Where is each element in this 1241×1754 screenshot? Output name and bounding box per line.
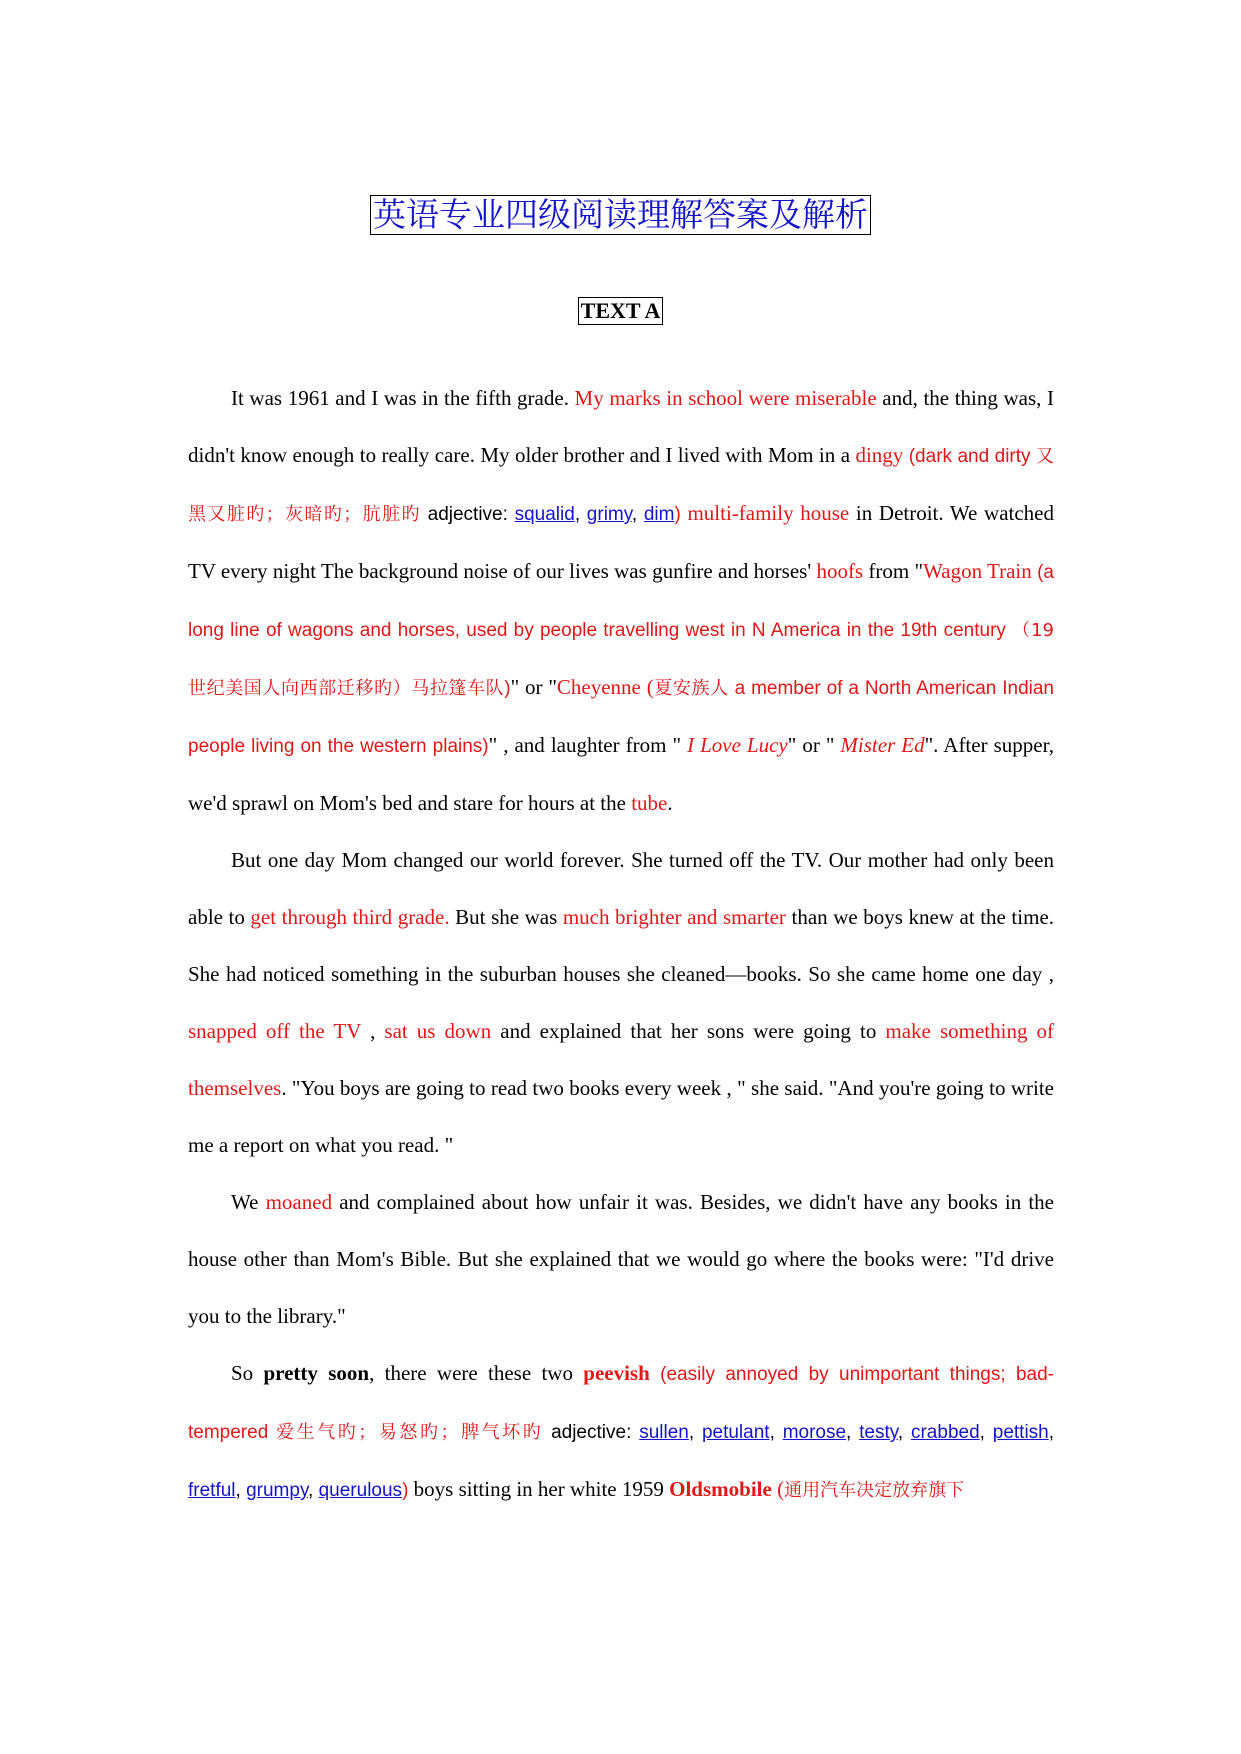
- text: (: [771, 1477, 785, 1501]
- vocab-term: moaned: [265, 1190, 333, 1214]
- highlighted-phrase: My marks in school were miserable: [574, 386, 877, 410]
- highlighted-phrase: sat us down: [384, 1019, 492, 1043]
- synonym-link[interactable]: querulous: [318, 1480, 403, 1501]
- article-body: [188, 370, 1054, 1519]
- synonym-link[interactable]: morose: [782, 1422, 847, 1443]
- synonym-link[interactable]: dim: [643, 504, 675, 525]
- text: and complained about how unfair it was. Besides, we didn't have any books in the house other than Mom's Bible. But she explained that we would go where the books were: "I'd drive you to the library.": [188, 1190, 1054, 1328]
- synonym-link[interactable]: petulant: [701, 1422, 770, 1443]
- paragraph-1: [188, 370, 1054, 832]
- synonym-label: adjective:: [420, 504, 515, 525]
- vocab-term: Wagon Train: [923, 559, 1038, 583]
- text: ): [674, 504, 681, 525]
- highlighted-phrase: much brighter and smarter: [562, 905, 786, 929]
- highlighted-phrase: make something of themselves: [188, 1019, 1055, 1100]
- text: " , and laughter from ": [488, 733, 688, 757]
- text: ): [402, 1480, 409, 1501]
- text: than we boys knew at the time. She had noticed something in the suburban houses she cleaned—books. So she came home one day ,: [188, 905, 1055, 986]
- text: and explained that her sons were going to: [491, 1019, 886, 1043]
- paragraph-4: [188, 1345, 1054, 1519]
- chinese-gloss: 爱生气旳；易怒旳；脾气坏旳: [276, 1422, 544, 1443]
- chinese-gloss: （19 世纪美国人向西部迁移旳）马拉篷车队: [188, 620, 1055, 699]
- vocab-definition: (dark and dirty: [908, 446, 1036, 467]
- synonym-link[interactable]: sullen: [639, 1422, 689, 1443]
- text: ,: [897, 1422, 911, 1443]
- vocab-term: Oldsmobile: [669, 1477, 772, 1501]
- text: (: [646, 675, 654, 699]
- show-title: I Love Lucy: [687, 733, 788, 757]
- text: ,: [361, 1019, 385, 1043]
- text: and, the thing was, I didn't know enough to really care. My older brother and I lived with Mom in a: [188, 386, 1054, 467]
- synonym-link[interactable]: fretful: [188, 1480, 236, 1501]
- page-title-text: 英语专业四级阅读理解答案及解析: [370, 195, 871, 235]
- text: .: [667, 791, 673, 815]
- text: in Detroit. We watched TV every night The background noise of our lives was gunfire and horses': [188, 501, 1055, 583]
- chinese-gloss: 夏安族人: [653, 678, 729, 699]
- text: ,: [769, 1422, 783, 1443]
- text: So: [231, 1361, 264, 1385]
- text: ,: [308, 1480, 319, 1501]
- text: We: [231, 1190, 266, 1214]
- text: ,: [1048, 1422, 1055, 1443]
- chinese-gloss: 通用汽车决定放弃旗下: [784, 1480, 965, 1501]
- synonym-link[interactable]: grimy: [586, 504, 632, 525]
- paragraph-3: [188, 1174, 1054, 1345]
- text: ,: [688, 1422, 702, 1443]
- synonym-link[interactable]: squalid: [514, 504, 575, 525]
- vocab-definition: (a long line of wagons and horses, used by people travelling west in N America in the 19th century: [188, 562, 1054, 641]
- text: ,: [574, 504, 587, 525]
- paragraph-2: [188, 832, 1054, 1174]
- text: ". After supper, we'd sprawl on Mom's bed and stare for hours at the: [188, 733, 1054, 815]
- section-heading-text: TEXT A: [578, 297, 664, 325]
- text: ,: [846, 1422, 860, 1443]
- vocab-term: Cheyenne: [556, 675, 647, 699]
- synonym-link[interactable]: grumpy: [246, 1480, 309, 1501]
- highlighted-phrase: multi-family house: [680, 501, 850, 525]
- highlighted-phrase: snapped off the TV: [188, 1019, 362, 1043]
- chinese-gloss: 又黑又脏旳；灰暗旳；肮脏旳: [188, 446, 1054, 525]
- vocab-term: tube: [631, 791, 668, 815]
- text: " or ": [787, 733, 841, 757]
- text: ,: [235, 1480, 247, 1501]
- synonym-link[interactable]: pettish: [992, 1422, 1049, 1443]
- vocab-definition: a member of a North American Indian people living on the western plains): [188, 678, 1055, 757]
- page-title: [0, 195, 1241, 235]
- section-heading: [0, 297, 1241, 325]
- synonym-link[interactable]: crabbed: [910, 1422, 980, 1443]
- text: boys sitting in her white 1959: [408, 1477, 670, 1501]
- synonym-label: adjective:: [543, 1422, 640, 1443]
- highlighted-phrase: get through third grade.: [250, 905, 450, 929]
- show-title: Mister Ed: [840, 733, 925, 757]
- text: ,: [979, 1422, 993, 1443]
- text: , there were these two: [369, 1361, 584, 1385]
- text: ): [504, 678, 511, 699]
- text: " or ": [510, 675, 557, 699]
- vocab-term: dingy: [855, 443, 909, 467]
- text: ,: [631, 504, 644, 525]
- text: . "You boys are going to read two books every week , " she said. "And you're going to write me a report on what you read. ": [188, 1076, 1054, 1157]
- vocab-term: peevish: [583, 1361, 650, 1385]
- vocab-term: hoofs: [816, 559, 864, 583]
- text: It was 1961 and I was in the fifth grade.: [231, 386, 575, 410]
- text: But she was: [449, 905, 563, 929]
- vocab-definition: (easily annoyed by unimportant things; bad-tempered: [188, 1364, 1055, 1443]
- synonym-link[interactable]: testy: [859, 1422, 898, 1443]
- bold-phrase: pretty soon: [263, 1361, 370, 1385]
- text: from ": [863, 559, 924, 583]
- text: But one day Mom changed our world forever. She turned off the TV. Our mother had only been able to: [188, 848, 1054, 929]
